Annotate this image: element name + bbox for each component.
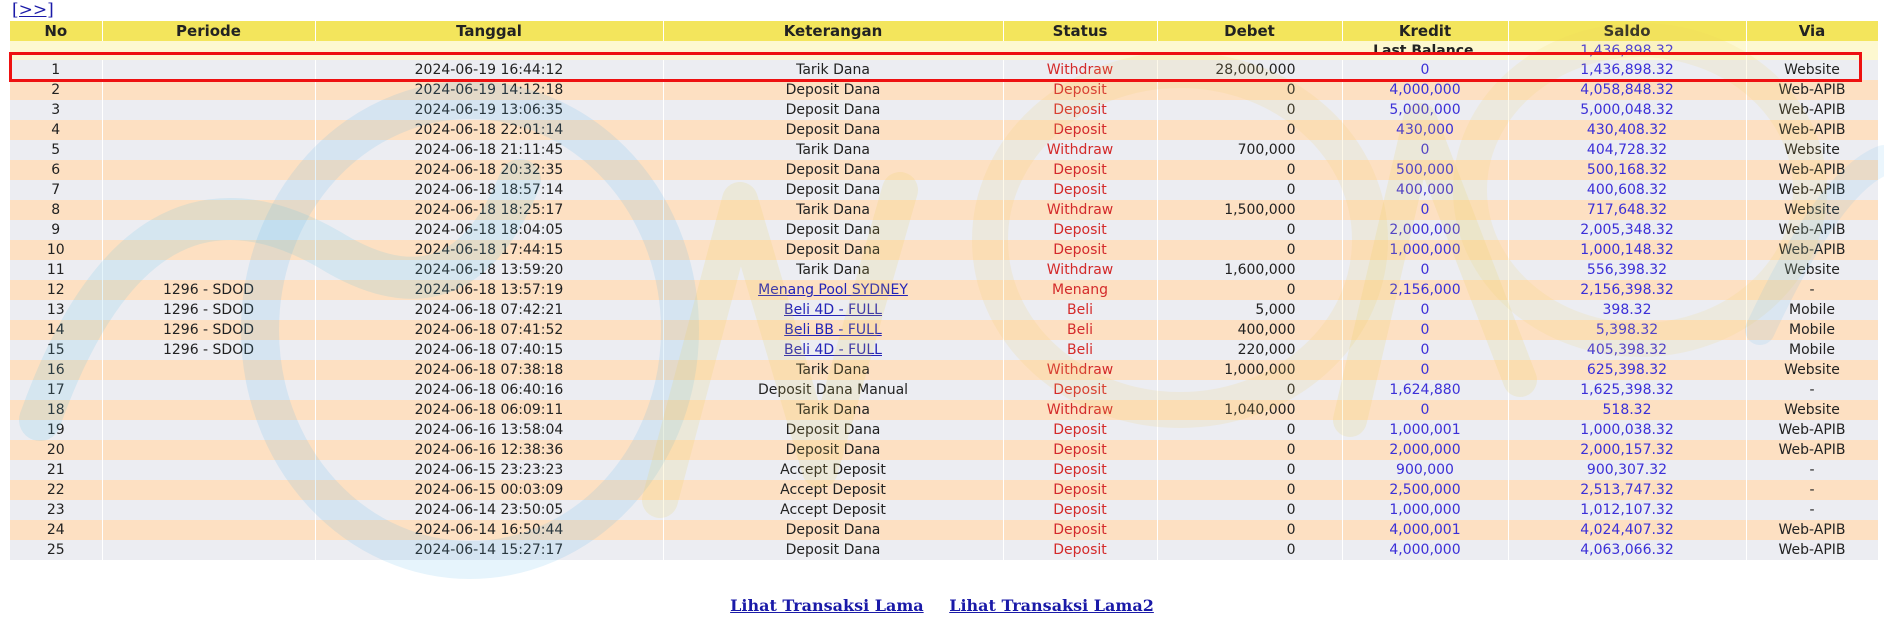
cell-saldo: 518.32 bbox=[1508, 400, 1746, 420]
cell-keterangan: Deposit Dana Manual bbox=[663, 380, 1003, 400]
cell-periode bbox=[102, 80, 315, 100]
table-row bbox=[10, 380, 1878, 400]
cell-periode bbox=[102, 140, 315, 160]
table-row bbox=[10, 440, 1878, 460]
cell-tanggal: 2024-06-18 20:32:35 bbox=[315, 160, 663, 180]
cell-no: 5 bbox=[10, 140, 102, 160]
cell-periode bbox=[102, 540, 315, 560]
table-row bbox=[10, 520, 1878, 540]
cell-status: Beli bbox=[1003, 340, 1157, 360]
cell-keterangan: Deposit Dana bbox=[663, 180, 1003, 200]
cell-tanggal: 2024-06-18 17:44:15 bbox=[315, 240, 663, 260]
cell-via: Web-APIB bbox=[1746, 440, 1878, 460]
cell-debet: 1,000,000 bbox=[1157, 360, 1342, 380]
cell-via: Website bbox=[1746, 400, 1878, 420]
cell-saldo: 5,000,048.32 bbox=[1508, 100, 1746, 120]
cell-status: Withdraw bbox=[1003, 60, 1157, 80]
cell-no: 15 bbox=[10, 340, 102, 360]
table-row bbox=[10, 320, 1878, 340]
cell-no: 1 bbox=[10, 60, 102, 80]
footer-links bbox=[0, 596, 1884, 615]
cell-no: 25 bbox=[10, 540, 102, 560]
cell-debet: 0 bbox=[1157, 480, 1342, 500]
cell-keterangan: Deposit Dana bbox=[663, 220, 1003, 240]
cell-saldo: 430,408.32 bbox=[1508, 120, 1746, 140]
cell-periode bbox=[102, 160, 315, 180]
col-header-periode: Periode bbox=[102, 21, 315, 41]
table-header-row bbox=[10, 21, 1878, 41]
cell-via: Web-APIB bbox=[1746, 120, 1878, 140]
cell-debet: 0 bbox=[1157, 460, 1342, 480]
cell-via: Mobile bbox=[1746, 300, 1878, 320]
cell-saldo: 900,307.32 bbox=[1508, 460, 1746, 480]
cell-periode: 1296 - SDOD bbox=[102, 300, 315, 320]
cell-tanggal: 2024-06-18 18:25:17 bbox=[315, 200, 663, 220]
cell-kredit: 500,000 bbox=[1342, 160, 1508, 180]
cell-saldo: 1,012,107.32 bbox=[1508, 500, 1746, 520]
cell-status: Deposit bbox=[1003, 100, 1157, 120]
lihat-transaksi-lama2-link[interactable]: Lihat Transaksi Lama2 bbox=[949, 596, 1154, 615]
cell-via: - bbox=[1746, 380, 1878, 400]
col-header-tanggal: Tanggal bbox=[315, 21, 663, 41]
cell-keterangan: Deposit Dana bbox=[663, 440, 1003, 460]
cell-status: Withdraw bbox=[1003, 400, 1157, 420]
cell-kredit: 1,624,880 bbox=[1342, 380, 1508, 400]
next-page-link[interactable]: [>>] bbox=[12, 0, 54, 20]
cell-periode bbox=[102, 440, 315, 460]
cell-no: 2 bbox=[10, 80, 102, 100]
cell-kredit: 1,000,001 bbox=[1342, 420, 1508, 440]
cell-kredit: 0 bbox=[1342, 260, 1508, 280]
cell-tanggal: 2024-06-18 13:57:19 bbox=[315, 280, 663, 300]
cell-tanggal: 2024-06-14 15:27:17 bbox=[315, 540, 663, 560]
cell-kredit: 0 bbox=[1342, 200, 1508, 220]
cell-status: Withdraw bbox=[1003, 140, 1157, 160]
cell-keterangan: Tarik Dana bbox=[663, 60, 1003, 80]
cell-tanggal: 2024-06-18 21:11:45 bbox=[315, 140, 663, 160]
cell-kredit: 0 bbox=[1342, 340, 1508, 360]
keterangan-link[interactable]: Beli 4D - FULL bbox=[784, 302, 882, 318]
last-balance-row bbox=[10, 41, 1878, 60]
col-header-no: No bbox=[10, 21, 102, 41]
cell-keterangan bbox=[663, 280, 1003, 300]
cell-saldo: 1,625,398.32 bbox=[1508, 380, 1746, 400]
cell-debet: 1,600,000 bbox=[1157, 260, 1342, 280]
cell-tanggal: 2024-06-19 14:12:18 bbox=[315, 80, 663, 100]
cell-keterangan bbox=[663, 320, 1003, 340]
cell-periode bbox=[102, 420, 315, 440]
cell-via: - bbox=[1746, 280, 1878, 300]
table-row bbox=[10, 260, 1878, 280]
cell-no: 6 bbox=[10, 160, 102, 180]
keterangan-link[interactable]: Beli BB - FULL bbox=[784, 322, 882, 338]
cell-no: 20 bbox=[10, 440, 102, 460]
cell-tanggal: 2024-06-14 16:50:44 bbox=[315, 520, 663, 540]
cell-no: 7 bbox=[10, 180, 102, 200]
cell-status: Deposit bbox=[1003, 80, 1157, 100]
cell-saldo: 2,513,747.32 bbox=[1508, 480, 1746, 500]
cell-no: 17 bbox=[10, 380, 102, 400]
cell-kredit: 0 bbox=[1342, 360, 1508, 380]
cell-kredit: 2,000,000 bbox=[1342, 440, 1508, 460]
cell-tanggal: 2024-06-18 18:57:14 bbox=[315, 180, 663, 200]
table-row bbox=[10, 540, 1878, 560]
cell-saldo: 625,398.32 bbox=[1508, 360, 1746, 380]
cell-status: Deposit bbox=[1003, 160, 1157, 180]
cell-keterangan: Deposit Dana bbox=[663, 100, 1003, 120]
cell-keterangan: Deposit Dana bbox=[663, 160, 1003, 180]
cell-saldo: 2,000,157.32 bbox=[1508, 440, 1746, 460]
cell-saldo: 556,398.32 bbox=[1508, 260, 1746, 280]
cell-kredit: 2,156,000 bbox=[1342, 280, 1508, 300]
cell-debet: 0 bbox=[1157, 120, 1342, 140]
cell-saldo: 4,024,407.32 bbox=[1508, 520, 1746, 540]
cell-tanggal: 2024-06-19 13:06:35 bbox=[315, 100, 663, 120]
cell-no: 21 bbox=[10, 460, 102, 480]
cell-status: Deposit bbox=[1003, 440, 1157, 460]
cell-status: Deposit bbox=[1003, 240, 1157, 260]
cell-status: Deposit bbox=[1003, 380, 1157, 400]
cell-debet: 0 bbox=[1157, 180, 1342, 200]
cell-keterangan bbox=[663, 340, 1003, 360]
cell-no: 9 bbox=[10, 220, 102, 240]
cell-kredit: 0 bbox=[1342, 140, 1508, 160]
cell-via: Website bbox=[1746, 360, 1878, 380]
cell-status: Deposit bbox=[1003, 520, 1157, 540]
cell-periode bbox=[102, 400, 315, 420]
cell-saldo: 2,005,348.32 bbox=[1508, 220, 1746, 240]
table-row bbox=[10, 200, 1878, 220]
cell-via: Web-APIB bbox=[1746, 180, 1878, 200]
cell-periode bbox=[102, 60, 315, 80]
table-row bbox=[10, 180, 1878, 200]
cell-no: 24 bbox=[10, 520, 102, 540]
cell-debet: 0 bbox=[1157, 160, 1342, 180]
cell-periode: 1296 - SDOD bbox=[102, 320, 315, 340]
col-header-keterangan: Keterangan bbox=[663, 21, 1003, 41]
cell-tanggal: 2024-06-18 13:59:20 bbox=[315, 260, 663, 280]
cell-periode bbox=[102, 200, 315, 220]
cell-status: Beli bbox=[1003, 300, 1157, 320]
cell-debet: 1,040,000 bbox=[1157, 400, 1342, 420]
cell-keterangan: Accept Deposit bbox=[663, 480, 1003, 500]
cell-kredit: 2,000,000 bbox=[1342, 220, 1508, 240]
cell-status: Withdraw bbox=[1003, 200, 1157, 220]
cell-debet: 1,500,000 bbox=[1157, 200, 1342, 220]
cell-kredit: 4,000,001 bbox=[1342, 520, 1508, 540]
cell-saldo: 4,058,848.32 bbox=[1508, 80, 1746, 100]
cell-tanggal: 2024-06-16 13:58:04 bbox=[315, 420, 663, 440]
cell-status: Deposit bbox=[1003, 460, 1157, 480]
cell-status: Deposit bbox=[1003, 420, 1157, 440]
cell-keterangan: Deposit Dana bbox=[663, 80, 1003, 100]
cell-periode bbox=[102, 360, 315, 380]
cell-keterangan: Deposit Dana bbox=[663, 120, 1003, 140]
lihat-transaksi-lama-link[interactable]: Lihat Transaksi Lama bbox=[730, 596, 924, 615]
cell-keterangan: Tarik Dana bbox=[663, 140, 1003, 160]
cell-keterangan: Tarik Dana bbox=[663, 400, 1003, 420]
cell-status: Deposit bbox=[1003, 500, 1157, 520]
cell-tanggal: 2024-06-18 06:09:11 bbox=[315, 400, 663, 420]
keterangan-link[interactable]: Menang Pool SYDNEY bbox=[758, 282, 908, 298]
cell-debet: 400,000 bbox=[1157, 320, 1342, 340]
last-balance-label: Last Balance bbox=[10, 41, 1508, 60]
table-row bbox=[10, 120, 1878, 140]
last-balance-value: 1,436,898.32 bbox=[1508, 41, 1746, 60]
cell-no: 23 bbox=[10, 500, 102, 520]
cell-periode bbox=[102, 260, 315, 280]
table-row bbox=[10, 80, 1878, 100]
cell-via: Web-APIB bbox=[1746, 100, 1878, 120]
cell-keterangan: Deposit Dana bbox=[663, 520, 1003, 540]
cell-kredit: 4,000,000 bbox=[1342, 80, 1508, 100]
col-header-saldo: Saldo bbox=[1508, 21, 1746, 41]
cell-periode bbox=[102, 220, 315, 240]
cell-saldo: 398.32 bbox=[1508, 300, 1746, 320]
cell-keterangan: Deposit Dana bbox=[663, 240, 1003, 260]
cell-kredit: 430,000 bbox=[1342, 120, 1508, 140]
table-row bbox=[10, 280, 1878, 300]
cell-debet: 0 bbox=[1157, 420, 1342, 440]
cell-status: Withdraw bbox=[1003, 260, 1157, 280]
cell-tanggal: 2024-06-18 07:38:18 bbox=[315, 360, 663, 380]
cell-no: 14 bbox=[10, 320, 102, 340]
cell-periode: 1296 - SDOD bbox=[102, 280, 315, 300]
cell-periode: 1296 - SDOD bbox=[102, 340, 315, 360]
cell-no: 19 bbox=[10, 420, 102, 440]
cell-debet: 0 bbox=[1157, 220, 1342, 240]
cell-saldo: 404,728.32 bbox=[1508, 140, 1746, 160]
col-header-debet: Debet bbox=[1157, 21, 1342, 41]
last-balance-empty bbox=[1746, 41, 1878, 60]
col-header-kredit: Kredit bbox=[1342, 21, 1508, 41]
cell-via: - bbox=[1746, 460, 1878, 480]
cell-debet: 0 bbox=[1157, 280, 1342, 300]
cell-via: Website bbox=[1746, 140, 1878, 160]
col-header-via: Via bbox=[1746, 21, 1878, 41]
cell-kredit: 2,500,000 bbox=[1342, 480, 1508, 500]
cell-debet: 0 bbox=[1157, 240, 1342, 260]
cell-saldo: 5,398.32 bbox=[1508, 320, 1746, 340]
table-row bbox=[10, 60, 1878, 80]
cell-status: Withdraw bbox=[1003, 360, 1157, 380]
cell-periode bbox=[102, 100, 315, 120]
cell-debet: 28,000,000 bbox=[1157, 60, 1342, 80]
cell-debet: 0 bbox=[1157, 440, 1342, 460]
cell-kredit: 4,000,000 bbox=[1342, 540, 1508, 560]
cell-keterangan: Deposit Dana bbox=[663, 420, 1003, 440]
cell-periode bbox=[102, 380, 315, 400]
cell-debet: 220,000 bbox=[1157, 340, 1342, 360]
cell-via: Website bbox=[1746, 260, 1878, 280]
cell-saldo: 500,168.32 bbox=[1508, 160, 1746, 180]
cell-kredit: 5,000,000 bbox=[1342, 100, 1508, 120]
cell-status: Beli bbox=[1003, 320, 1157, 340]
table-row bbox=[10, 140, 1878, 160]
cell-kredit: 0 bbox=[1342, 320, 1508, 340]
table-row bbox=[10, 340, 1878, 360]
cell-status: Menang bbox=[1003, 280, 1157, 300]
table-row bbox=[10, 480, 1878, 500]
cell-kredit: 1,000,000 bbox=[1342, 240, 1508, 260]
cell-kredit: 0 bbox=[1342, 60, 1508, 80]
table-row bbox=[10, 360, 1878, 380]
cell-saldo: 717,648.32 bbox=[1508, 200, 1746, 220]
cell-tanggal: 2024-06-16 12:38:36 bbox=[315, 440, 663, 460]
cell-no: 10 bbox=[10, 240, 102, 260]
cell-via: Web-APIB bbox=[1746, 420, 1878, 440]
cell-saldo: 405,398.32 bbox=[1508, 340, 1746, 360]
cell-keterangan bbox=[663, 300, 1003, 320]
cell-keterangan: Tarik Dana bbox=[663, 200, 1003, 220]
cell-no: 16 bbox=[10, 360, 102, 380]
table-row bbox=[10, 500, 1878, 520]
cell-keterangan: Deposit Dana bbox=[663, 540, 1003, 560]
cell-periode bbox=[102, 180, 315, 200]
cell-debet: 0 bbox=[1157, 380, 1342, 400]
cell-debet: 5,000 bbox=[1157, 300, 1342, 320]
cell-periode bbox=[102, 520, 315, 540]
cell-tanggal: 2024-06-18 07:41:52 bbox=[315, 320, 663, 340]
cell-kredit: 1,000,000 bbox=[1342, 500, 1508, 520]
cell-via: Web-APIB bbox=[1746, 540, 1878, 560]
cell-debet: 0 bbox=[1157, 520, 1342, 540]
cell-tanggal: 2024-06-18 07:42:21 bbox=[315, 300, 663, 320]
cell-tanggal: 2024-06-18 18:04:05 bbox=[315, 220, 663, 240]
cell-tanggal: 2024-06-14 23:50:05 bbox=[315, 500, 663, 520]
cell-status: Deposit bbox=[1003, 220, 1157, 240]
transaction-table bbox=[10, 21, 1879, 560]
table-row bbox=[10, 420, 1878, 440]
cell-no: 11 bbox=[10, 260, 102, 280]
cell-saldo: 1,000,148.32 bbox=[1508, 240, 1746, 260]
cell-tanggal: 2024-06-18 06:40:16 bbox=[315, 380, 663, 400]
cell-status: Deposit bbox=[1003, 480, 1157, 500]
table-row bbox=[10, 100, 1878, 120]
cell-saldo: 2,156,398.32 bbox=[1508, 280, 1746, 300]
cell-periode bbox=[102, 500, 315, 520]
cell-no: 4 bbox=[10, 120, 102, 140]
cell-tanggal: 2024-06-15 00:03:09 bbox=[315, 480, 663, 500]
cell-kredit: 900,000 bbox=[1342, 460, 1508, 480]
cell-tanggal: 2024-06-18 07:40:15 bbox=[315, 340, 663, 360]
table-row bbox=[10, 160, 1878, 180]
cell-saldo: 1,000,038.32 bbox=[1508, 420, 1746, 440]
cell-debet: 0 bbox=[1157, 540, 1342, 560]
cell-tanggal: 2024-06-18 22:01:14 bbox=[315, 120, 663, 140]
cell-tanggal: 2024-06-15 23:23:23 bbox=[315, 460, 663, 480]
cell-saldo: 1,436,898.32 bbox=[1508, 60, 1746, 80]
table-row bbox=[10, 300, 1878, 320]
cell-no: 3 bbox=[10, 100, 102, 120]
table-row bbox=[10, 240, 1878, 260]
cell-via: Web-APIB bbox=[1746, 160, 1878, 180]
cell-debet: 700,000 bbox=[1157, 140, 1342, 160]
cell-via: Web-APIB bbox=[1746, 240, 1878, 260]
cell-saldo: 4,063,066.32 bbox=[1508, 540, 1746, 560]
cell-via: Website bbox=[1746, 200, 1878, 220]
col-header-status: Status bbox=[1003, 21, 1157, 41]
cell-tanggal: 2024-06-19 16:44:12 bbox=[315, 60, 663, 80]
cell-no: 12 bbox=[10, 280, 102, 300]
cell-via: - bbox=[1746, 480, 1878, 500]
cell-periode bbox=[102, 240, 315, 260]
cell-kredit: 0 bbox=[1342, 300, 1508, 320]
cell-via: Website bbox=[1746, 60, 1878, 80]
cell-saldo: 400,608.32 bbox=[1508, 180, 1746, 200]
cell-debet: 0 bbox=[1157, 80, 1342, 100]
cell-via: Mobile bbox=[1746, 320, 1878, 340]
cell-no: 8 bbox=[10, 200, 102, 220]
cell-kredit: 400,000 bbox=[1342, 180, 1508, 200]
cell-debet: 0 bbox=[1157, 100, 1342, 120]
cell-status: Deposit bbox=[1003, 180, 1157, 200]
cell-no: 18 bbox=[10, 400, 102, 420]
cell-keterangan: Accept Deposit bbox=[663, 500, 1003, 520]
table-row bbox=[10, 460, 1878, 480]
cell-no: 22 bbox=[10, 480, 102, 500]
cell-via: Web-APIB bbox=[1746, 520, 1878, 540]
cell-periode bbox=[102, 120, 315, 140]
cell-via: Web-APIB bbox=[1746, 80, 1878, 100]
cell-no: 13 bbox=[10, 300, 102, 320]
table-row bbox=[10, 220, 1878, 240]
cell-periode bbox=[102, 480, 315, 500]
cell-keterangan: Accept Deposit bbox=[663, 460, 1003, 480]
cell-status: Deposit bbox=[1003, 120, 1157, 140]
cell-kredit: 0 bbox=[1342, 400, 1508, 420]
cell-status: Deposit bbox=[1003, 540, 1157, 560]
keterangan-link[interactable]: Beli 4D - FULL bbox=[784, 342, 882, 358]
cell-debet: 0 bbox=[1157, 500, 1342, 520]
table-row bbox=[10, 400, 1878, 420]
cell-keterangan: Tarik Dana bbox=[663, 360, 1003, 380]
cell-via: - bbox=[1746, 500, 1878, 520]
cell-keterangan: Tarik Dana bbox=[663, 260, 1003, 280]
cell-via: Mobile bbox=[1746, 340, 1878, 360]
cell-periode bbox=[102, 460, 315, 480]
cell-via: Web-APIB bbox=[1746, 220, 1878, 240]
